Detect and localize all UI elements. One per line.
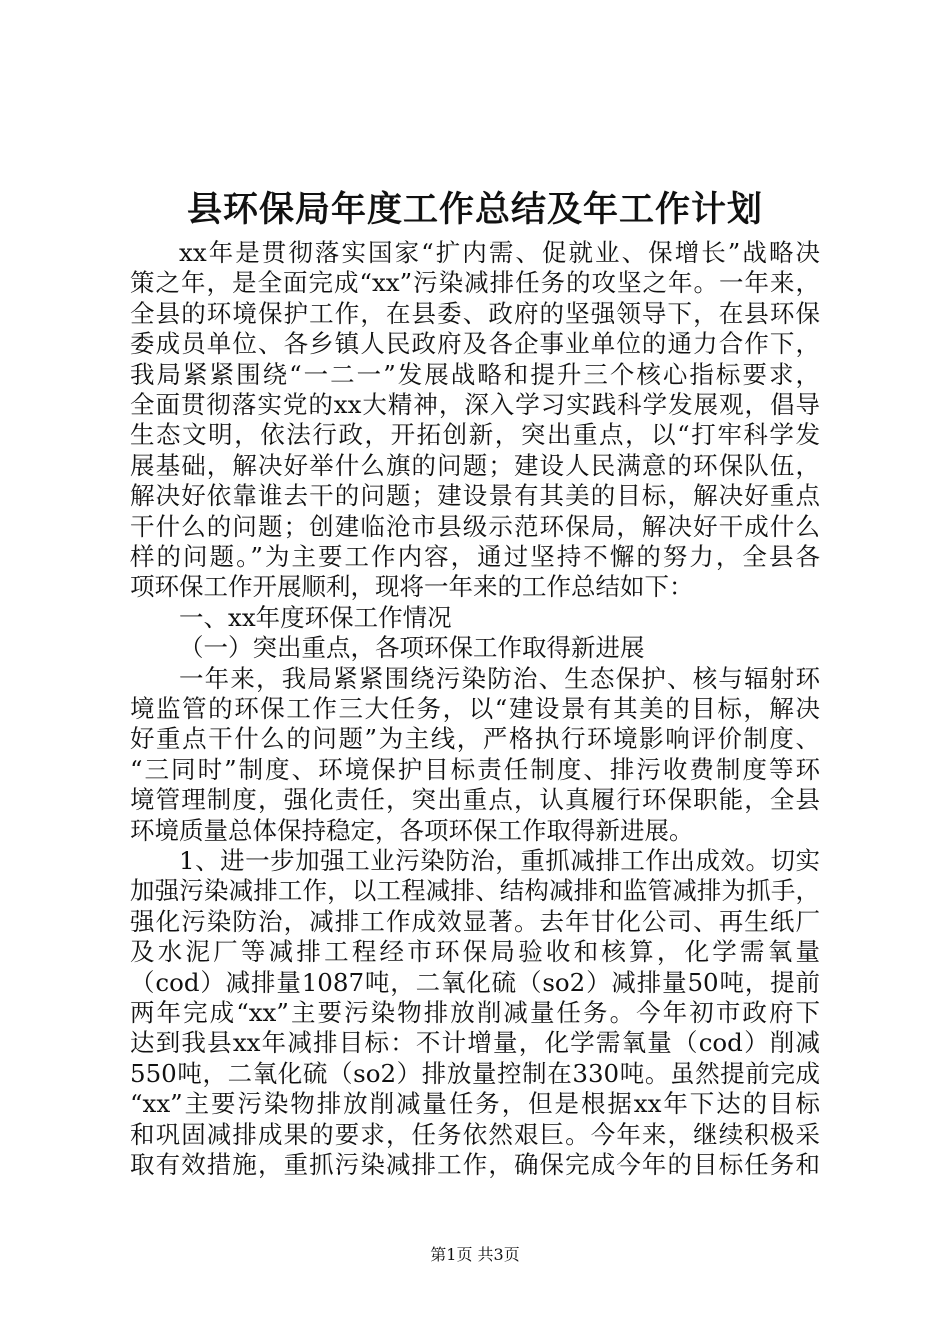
paragraph-line: 达到我县xx年减排目标：不计增量，化学需氧量（cod）削减 [130, 1028, 820, 1058]
paragraph-line: 境监管的环保工作三大任务，以“建设景有其美的目标，解决 [130, 694, 820, 723]
paragraph-line: “xx”主要污染物排放削减量任务，但是根据xx年下达的目标 [130, 1089, 820, 1119]
paragraph-line: “三同时”制度、环境保护目标责任制度、排污收费制度等环 [130, 754, 820, 784]
paragraph-line: 样的问题。”为主要工作内容，通过坚持不懈的努力，全县各 [130, 542, 820, 571]
paragraph-line: 生态文明，依法行政，开拓创新，突出重点，以“打牢科学发 [130, 420, 820, 450]
paragraph-line: 一、xx年度环保工作情况 [179, 602, 452, 632]
paragraph-line: 境管理制度，强化责任，突出重点，认真履行环保职能，全县 [130, 785, 820, 815]
paragraph-line: 全县的环境保护工作，在县委、政府的坚强领导下，在县环保 [130, 298, 820, 328]
paragraph-line: 展基础，解决好举什么旗的问题；建设人民满意的环保队伍， [130, 450, 820, 480]
paragraph-line: 两年完成“xx”主要污染物排放削减量任务。今年初市政府下 [130, 998, 820, 1027]
paragraph-line: 我局紧紧围绕“一二一”发展战略和提升三个核心指标要求， [130, 359, 820, 389]
paragraph-line: （一）突出重点，各项环保工作取得新进展 [179, 633, 645, 663]
paragraph-line: 强化污染防治，减排工作成效显著。去年甘化公司、再生纸厂 [130, 906, 820, 936]
paragraph-line: 干什么的问题；创建临沧市县级示范环保局，解决好干成什么 [130, 511, 820, 541]
paragraph-line: xx年是贯彻落实国家“扩内需、促就业、保增长”战略决 [179, 238, 820, 267]
paragraph-line: 全面贯彻落实党的xx大精神，深入学习实践科学发展观，倡导 [130, 390, 820, 419]
paragraph-line: 解决好依靠谁去干的问题；建设景有其美的目标，解决好重点 [130, 481, 820, 511]
paragraph-line: 好重点干什么的问题”为主线，严格执行环境影响评价制度、 [130, 724, 820, 754]
paragraph-line: 取有效措施，重抓污染减排工作，确保完成今年的目标任务和 [130, 1150, 820, 1179]
paragraph-line: 550吨，二氧化硫（so2）排放量控制在330吨。虽然提前完成 [130, 1058, 820, 1088]
document-title: 县环保局年度工作总结及年工作计划 [186, 189, 763, 230]
paragraph-line: （cod）减排量1087吨，二氧化硫（so2）减排量50吨，提前 [130, 967, 820, 997]
paragraph-line: 委成员单位、各乡镇人民政府及各企事业单位的通力合作下， [130, 329, 820, 359]
paragraph-line: 及水泥厂等减排工程经市环保局验收和核算，化学需氧量 [130, 937, 820, 967]
paragraph-line: 项环保工作开展顺利，现将一年来的工作总结如下： [130, 572, 694, 602]
paragraph-line: 加强污染减排工作，以工程减排、结构减排和监管减排为抓手， [130, 876, 820, 906]
page-footer: 第1页 共3页 [430, 1245, 520, 1264]
paragraph-line: 和巩固减排成果的要求，任务依然艰巨。今年来，继续积极采 [130, 1119, 820, 1149]
paragraph-line: 策之年，是全面完成“xx”污染减排任务的攻坚之年。一年来， [130, 268, 820, 298]
paragraph-line: 1、进一步加强工业污染防治，重抓减排工作出成效。切实 [179, 846, 820, 875]
paragraph-line: 一年来，我局紧紧围绕污染防治、生态保护、核与辐射环 [179, 663, 820, 693]
paragraph-line: 环境质量总体保持稳定，各项环保工作取得新进展。 [130, 815, 694, 845]
